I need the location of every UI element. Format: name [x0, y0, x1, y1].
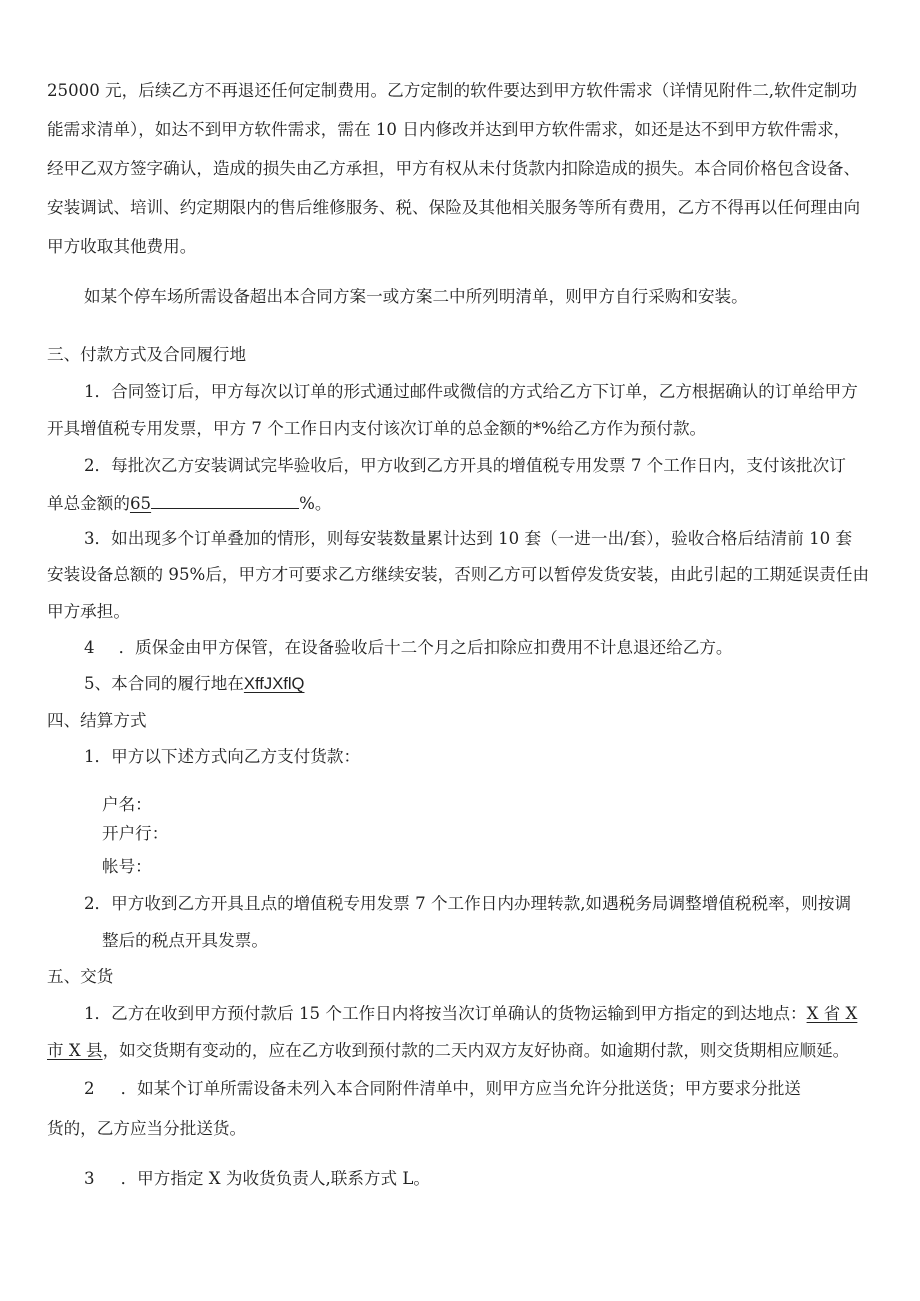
clause-text: %。 — [299, 494, 332, 513]
section-heading: 五、交货 — [47, 967, 114, 986]
bank-label: 开户行： — [102, 824, 169, 843]
account-number-label: 帐号： — [102, 857, 152, 876]
paragraph-line: 甲方收取其他费用。 — [47, 237, 197, 256]
clause-line: 3．如出现多个订单叠加的情形，则每安装数量累计达到 10 套（一进一出/套），验收合格后结清前 10 套 — [84, 529, 853, 548]
clause-line — [84, 1168, 430, 1190]
clause-line: 2．每批次乙方安装调试完毕验收后，甲方收到乙方开具的增值税专用发票 7 个工作日内，支付该批次订 — [84, 456, 846, 475]
clause-text: ．质保金由甲方保管，在设备验收后十二个月之后扣除应扣费用不计息退还给乙方。 — [118, 638, 733, 657]
clause-line: 开具增值税专用发票，甲方 7 个工作日内支付该次订单的总金额的*%给乙方作为预付款。 — [47, 419, 707, 438]
paragraph-line: 25000 元，后续乙方不再退还任何定制费用。乙方定制的软件要达到甲方软件需求（详情见附件二,软件定制功 — [47, 81, 858, 100]
clause-line — [84, 637, 733, 659]
clause-line: 安装设备总额的 95%后，甲方才可要求乙方继续安装，否则乙方可以暂停发货安装，由此引起的工期延误责任由 — [47, 565, 870, 584]
paragraph-line: 安装调试、培训、约定期限内的售后维修服务、税、保险及其他相关服务等所有费用，乙方不得再以任何理由向 — [47, 198, 861, 217]
paragraph-line: 经甲乙双方签字确认，造成的损失由乙方承担，甲方有权从未付货款内扣除造成的损失。本合同价格包含设备、 — [47, 159, 861, 178]
section-heading: 四、结算方式 — [47, 711, 147, 730]
account-name-label: 户名： — [102, 795, 152, 814]
paragraph-line: 如某个停车场所需设备超出本合同方案一或方案二中所列明清单，则甲方自行采购和安装。 — [84, 287, 748, 306]
clause-number: 4 — [84, 638, 95, 657]
clause-line: 1．合同签订后，甲方每次以订单的形式通过邮件或微信的方式给乙方下订单，乙方根据确认的订单给甲方 — [84, 382, 858, 401]
clause-number: 3 — [84, 1169, 95, 1188]
clause-line — [84, 673, 304, 695]
clause-line — [47, 1040, 849, 1062]
clause-text: 单总金额的 — [47, 494, 130, 513]
clause-text: 1．乙方在收到甲方预付款后 15 个工作日内将按当次订单确认的货物运输到甲方指定的到达地点： — [84, 1004, 807, 1023]
clause-line — [84, 1003, 857, 1025]
clause-number: 2 — [84, 1079, 95, 1098]
clause-text: ．如某个订单所需设备未列入本合同附件清单中，则甲方应当允许分批送货；甲方要求分批送 — [120, 1079, 801, 1098]
clause-line: 整后的税点开具发票。 — [102, 931, 268, 950]
clause-line — [47, 491, 331, 515]
delivery-location: 市 X 县 — [47, 1041, 103, 1060]
clause-line: 货的，乙方应当分批送货。 — [47, 1119, 247, 1138]
clause-text: ．甲方指定 X 为收货负责人,联系方式 L。 — [120, 1169, 430, 1188]
clause-line: 1．甲方以下述方式向乙方支付货款： — [84, 747, 361, 766]
section-heading: 三、付款方式及合同履行地 — [47, 345, 247, 364]
blank-line — [151, 491, 299, 509]
place-of-performance: XffJXflQ — [243, 674, 305, 693]
clause-line: 2．甲方收到乙方开具且点的增值税专用发票 7 个工作日内办理转款,如遇税务局调整增值税税率，则按调 — [84, 894, 852, 913]
delivery-location: X 省 X — [806, 1004, 858, 1023]
paragraph-line: 能需求清单），如达不到甲方软件需求，需在 10 日内修改并达到甲方软件需求，如还是达不到甲方软件需求， — [47, 120, 851, 139]
clause-text: ，如交货期有变动的，应在乙方收到预付款的二天内双方友好协商。如逾期付款，则交货期相应顺延。 — [102, 1041, 850, 1060]
clause-text: 5、本合同的履行地在 — [84, 674, 244, 693]
filled-blank: 65 — [129, 494, 152, 513]
clause-line — [84, 1078, 801, 1100]
clause-line: 甲方承担。 — [47, 602, 130, 621]
